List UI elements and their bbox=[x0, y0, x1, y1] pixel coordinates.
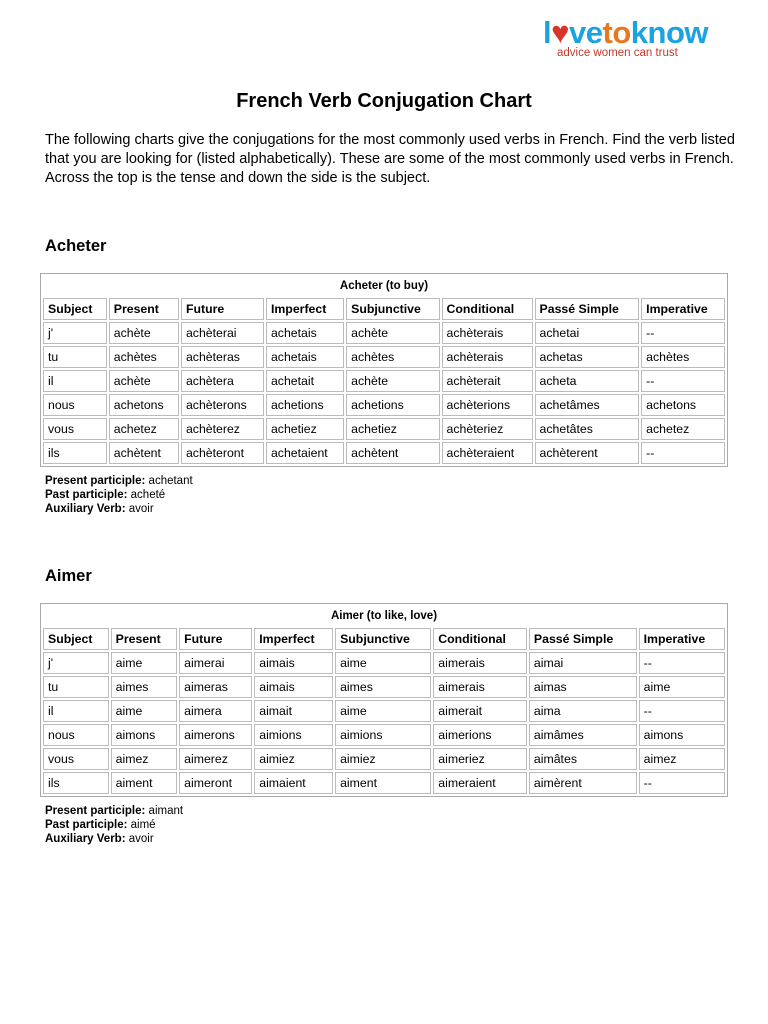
verb-notes-acheter bbox=[45, 474, 193, 516]
table-row bbox=[43, 748, 725, 770]
conjugation-cell: aimerai bbox=[179, 652, 252, 674]
note-line bbox=[45, 804, 183, 818]
conjugation-cell: aimeraient bbox=[433, 772, 527, 794]
verb-notes-aimer bbox=[45, 804, 183, 846]
conjugation-cell: achèterons bbox=[181, 394, 264, 416]
conjugation-cell: -- bbox=[641, 370, 725, 392]
table-row bbox=[43, 346, 725, 368]
subject-cell: tu bbox=[43, 676, 109, 698]
conjugation-cell: -- bbox=[641, 442, 725, 464]
conjugation-cell: aimerons bbox=[179, 724, 252, 746]
note-value: avoir bbox=[128, 833, 154, 845]
conjugation-cell: achèterais bbox=[442, 322, 533, 344]
table-row bbox=[43, 772, 725, 794]
lovetoknow-logo[interactable] bbox=[543, 16, 733, 59]
note-value: avoir bbox=[128, 503, 154, 515]
conjugation-cell: aiment bbox=[111, 772, 178, 794]
conjugation-cell: aimiez bbox=[254, 748, 333, 770]
conjugation-cell: aime bbox=[111, 700, 178, 722]
conjugation-cell: -- bbox=[639, 772, 725, 794]
note-line bbox=[45, 488, 193, 502]
conjugation-cell: acheta bbox=[535, 370, 640, 392]
page-title: French Verb Conjugation Chart bbox=[236, 90, 532, 112]
conjugation-cell: achetâmes bbox=[535, 394, 640, 416]
conjugation-cell: aimons bbox=[111, 724, 178, 746]
conjugation-cell: achètent bbox=[109, 442, 179, 464]
column-header: Imperative bbox=[641, 298, 725, 320]
conjugation-cell: aimait bbox=[254, 700, 333, 722]
subject-cell: il bbox=[43, 700, 109, 722]
conjugation-cell: achète bbox=[346, 322, 439, 344]
conjugation-cell: aimerait bbox=[433, 700, 527, 722]
column-header: Imperative bbox=[639, 628, 725, 650]
subject-cell: j' bbox=[43, 322, 107, 344]
note-label: Auxiliary Verb: bbox=[45, 503, 126, 515]
conjugation-cell: aimais bbox=[254, 652, 333, 674]
conjugation-cell: aimèrent bbox=[529, 772, 637, 794]
conjugation-cell: -- bbox=[641, 322, 725, 344]
conjugation-cell: achetaient bbox=[266, 442, 344, 464]
table-row bbox=[43, 652, 725, 674]
conjugation-cell: aimera bbox=[179, 700, 252, 722]
conjugation-cell: aime bbox=[111, 652, 178, 674]
column-header: Future bbox=[179, 628, 252, 650]
conjugation-cell: achèteraient bbox=[442, 442, 533, 464]
note-line bbox=[45, 832, 183, 846]
column-header: Imperfect bbox=[254, 628, 333, 650]
subject-cell: ils bbox=[43, 772, 109, 794]
column-header: Passé Simple bbox=[535, 298, 640, 320]
subject-cell: vous bbox=[43, 748, 109, 770]
note-label: Past participle: bbox=[45, 819, 128, 831]
subject-cell: ils bbox=[43, 442, 107, 464]
logo-wordmark: l♥vetoknow bbox=[543, 15, 709, 50]
conjugation-cell: achetais bbox=[266, 346, 344, 368]
table-row bbox=[43, 442, 725, 464]
subject-cell: nous bbox=[43, 394, 107, 416]
conjugation-cell: aimerais bbox=[433, 652, 527, 674]
conjugation-table-aimer bbox=[40, 603, 728, 797]
table-row bbox=[43, 724, 725, 746]
conjugation-cell: aimions bbox=[254, 724, 333, 746]
table-row bbox=[43, 700, 725, 722]
conjugation-cell: aimas bbox=[529, 676, 637, 698]
conjugation-cell: achèterais bbox=[442, 346, 533, 368]
column-header: Subject bbox=[43, 628, 109, 650]
conjugation-cell: aimerez bbox=[179, 748, 252, 770]
column-header: Passé Simple bbox=[529, 628, 637, 650]
conjugation-cell: aimes bbox=[111, 676, 178, 698]
note-line bbox=[45, 474, 193, 488]
conjugation-cell: aimerions bbox=[433, 724, 527, 746]
conjugation-cell: aimâtes bbox=[529, 748, 637, 770]
conjugation-cell: achetâtes bbox=[535, 418, 640, 440]
conjugation-cell: achèterez bbox=[181, 418, 264, 440]
conjugation-table-acheter bbox=[40, 273, 728, 467]
conjugation-cell: achetiez bbox=[266, 418, 344, 440]
table-row bbox=[43, 676, 725, 698]
subject-cell: il bbox=[43, 370, 107, 392]
conjugation-cell: aimâmes bbox=[529, 724, 637, 746]
conjugation-cell: aima bbox=[529, 700, 637, 722]
note-value: acheté bbox=[130, 489, 166, 501]
conjugation-cell: aimerais bbox=[433, 676, 527, 698]
column-header: Imperfect bbox=[266, 298, 344, 320]
conjugation-cell: aimiez bbox=[335, 748, 431, 770]
conjugation-cell: achetas bbox=[535, 346, 640, 368]
conjugation-cell: aimions bbox=[335, 724, 431, 746]
column-header: Conditional bbox=[433, 628, 527, 650]
conjugation-cell: aimai bbox=[529, 652, 637, 674]
conjugation-cell: achèteront bbox=[181, 442, 264, 464]
conjugation-cell: achetez bbox=[641, 418, 725, 440]
conjugation-cell: achèterai bbox=[181, 322, 264, 344]
conjugation-cell: achètent bbox=[346, 442, 439, 464]
table-row bbox=[43, 394, 725, 416]
conjugation-cell: -- bbox=[639, 700, 725, 722]
verb-heading-aimer: Aimer bbox=[45, 567, 92, 585]
note-line bbox=[45, 502, 193, 516]
conjugation-cell: achetez bbox=[109, 418, 179, 440]
conjugation-cell: aiment bbox=[335, 772, 431, 794]
caption-row bbox=[43, 606, 725, 626]
header-row bbox=[43, 628, 725, 650]
conjugation-cell: achète bbox=[109, 370, 179, 392]
note-value: aimant bbox=[148, 805, 184, 817]
table-caption: Aimer (to like, love) bbox=[330, 610, 438, 622]
header-row bbox=[43, 298, 725, 320]
conjugation-cell: aimeras bbox=[179, 676, 252, 698]
conjugation-cell: achetions bbox=[346, 394, 439, 416]
conjugation-cell: aimes bbox=[335, 676, 431, 698]
conjugation-cell: achètes bbox=[346, 346, 439, 368]
intro-paragraph: The following charts give the conjugations for the most commonly used verbs in French. Find the verb listed that you are looking for (listed alphabetically). These are some of the most commonly used verbs in French. Across the top is the tense and down the side is the subject. bbox=[45, 132, 735, 186]
table-row bbox=[43, 322, 725, 344]
conjugation-cell: achètera bbox=[181, 370, 264, 392]
conjugation-cell: achetai bbox=[535, 322, 640, 344]
conjugation-cell: achèteras bbox=[181, 346, 264, 368]
conjugation-cell: aimeront bbox=[179, 772, 252, 794]
caption-row bbox=[43, 276, 725, 296]
conjugation-cell: achète bbox=[346, 370, 439, 392]
column-header: Subjunctive bbox=[346, 298, 439, 320]
conjugation-cell: achetons bbox=[641, 394, 725, 416]
subject-cell: j' bbox=[43, 652, 109, 674]
conjugation-cell: achèteriez bbox=[442, 418, 533, 440]
note-line bbox=[45, 818, 183, 832]
verb-heading-acheter: Acheter bbox=[45, 237, 107, 255]
note-value: aimé bbox=[130, 819, 156, 831]
column-header: Future bbox=[181, 298, 264, 320]
note-label: Present participle: bbox=[45, 805, 146, 817]
column-header: Conditional bbox=[442, 298, 533, 320]
conjugation-cell: aimez bbox=[639, 748, 725, 770]
conjugation-cell: achetions bbox=[266, 394, 344, 416]
conjugation-cell: aimaient bbox=[254, 772, 333, 794]
conjugation-cell: achète bbox=[109, 322, 179, 344]
note-label: Present participle: bbox=[45, 475, 146, 487]
subject-cell: nous bbox=[43, 724, 109, 746]
note-value: achetant bbox=[148, 475, 193, 487]
conjugation-cell: achèterait bbox=[442, 370, 533, 392]
subject-cell: vous bbox=[43, 418, 107, 440]
conjugation-cell: aimez bbox=[111, 748, 178, 770]
conjugation-cell: achetait bbox=[266, 370, 344, 392]
column-header: Present bbox=[111, 628, 178, 650]
conjugation-cell: achetons bbox=[109, 394, 179, 416]
note-label: Past participle: bbox=[45, 489, 128, 501]
column-header: Present bbox=[109, 298, 179, 320]
conjugation-cell: achetiez bbox=[346, 418, 439, 440]
conjugation-cell: aime bbox=[639, 676, 725, 698]
conjugation-cell: aimeriez bbox=[433, 748, 527, 770]
subject-cell: tu bbox=[43, 346, 107, 368]
conjugation-cell: aimons bbox=[639, 724, 725, 746]
column-header: Subject bbox=[43, 298, 107, 320]
conjugation-cell: aimais bbox=[254, 676, 333, 698]
table-row bbox=[43, 370, 725, 392]
column-header: Subjunctive bbox=[335, 628, 431, 650]
conjugation-cell: achèterions bbox=[442, 394, 533, 416]
logo-tagline: advice women can trust bbox=[557, 47, 678, 59]
table-row bbox=[43, 418, 725, 440]
note-label: Auxiliary Verb: bbox=[45, 833, 126, 845]
conjugation-cell: achètes bbox=[641, 346, 725, 368]
table-caption: Acheter (to buy) bbox=[339, 280, 429, 292]
conjugation-cell: achètes bbox=[109, 346, 179, 368]
conjugation-cell: -- bbox=[639, 652, 725, 674]
conjugation-cell: aime bbox=[335, 652, 431, 674]
conjugation-cell: achetais bbox=[266, 322, 344, 344]
conjugation-cell: aime bbox=[335, 700, 431, 722]
conjugation-cell: achèterent bbox=[535, 442, 640, 464]
